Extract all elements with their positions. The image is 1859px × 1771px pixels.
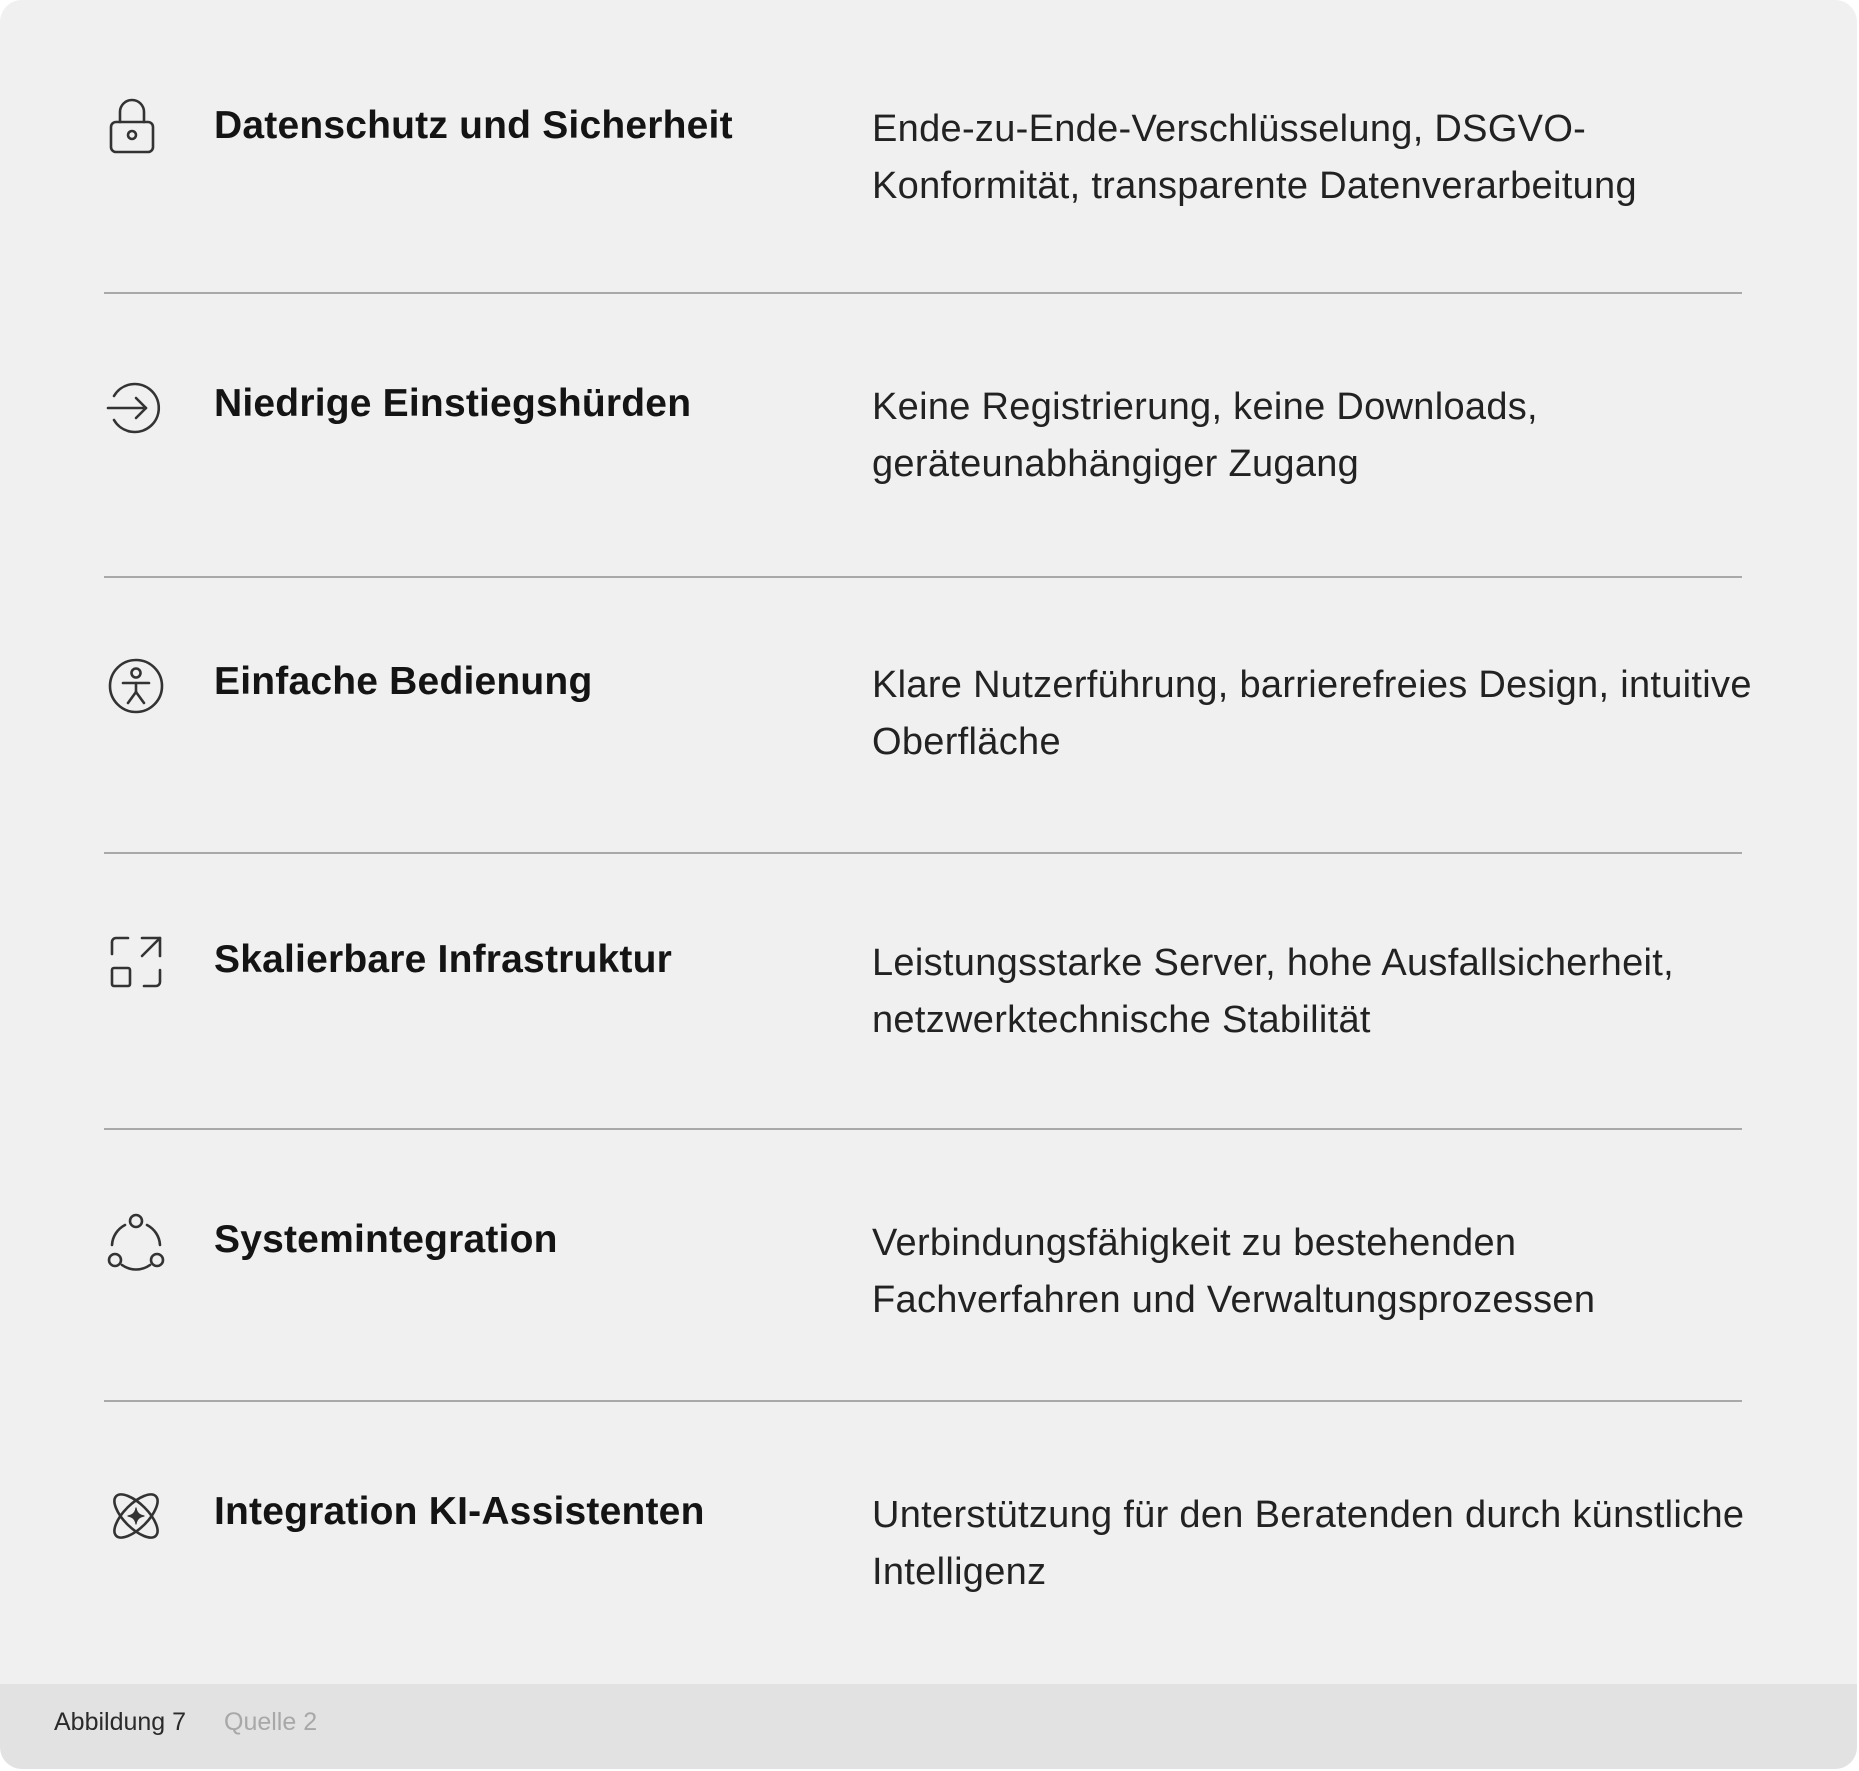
integration-nodes-icon [104,1210,168,1274]
feature-row-integration [104,1210,1742,1488]
feature-title: Integration KI-Assistenten [214,1490,705,1533]
feature-description: Klare Nutzerführung, barrierefreies Design, intuitive Oberfläche [872,664,1752,763]
feature-row-scalability [104,930,1742,1208]
figure-label: Abbildung 7 [54,1708,187,1736]
figure-footer [0,1684,1857,1769]
feature-description: Keine Registrierung, keine Downloads, geräteunabhängiger Zugang [872,386,1538,485]
feature-row-low-barriers [104,374,1742,652]
feature-title: Datenschutz und Sicherheit [214,104,733,147]
row-divider [104,852,1742,854]
feature-row-usability [104,652,1752,930]
scale-up-icon [104,930,168,994]
feature-title: Skalierbare Infrastruktur [214,938,673,981]
feature-description: Unterstützung für den Beratenden durch künstliche Intelligenz [872,1494,1745,1593]
feature-description: Ende-zu-Ende-Verschlüsselung, DSGVO-Konformität, transparente Datenverarbeitung [872,108,1637,207]
row-divider [104,576,1742,578]
feature-description: Leistungsstarke Server, hohe Ausfallsicherheit, netzwerktechnische Stabilität [872,942,1674,1041]
feature-description: Verbindungsfähigkeit zu bestehenden Fachverfahren und Verwaltungsprozessen [872,1222,1596,1321]
atom-sparkle-icon [104,1484,168,1548]
feature-row-privacy [104,96,1742,374]
row-divider [104,292,1742,294]
source-label: Quelle 2 [224,1708,318,1736]
row-divider [104,1400,1742,1402]
sign-in-icon [104,376,168,440]
row-divider [104,1128,1742,1130]
feature-title: Niedrige Einstiegshürden [214,382,692,425]
feature-title: Systemintegration [214,1218,558,1261]
lock-icon [104,96,168,160]
feature-title: Einfache Bedienung [214,660,593,703]
accessibility-icon [104,654,168,718]
